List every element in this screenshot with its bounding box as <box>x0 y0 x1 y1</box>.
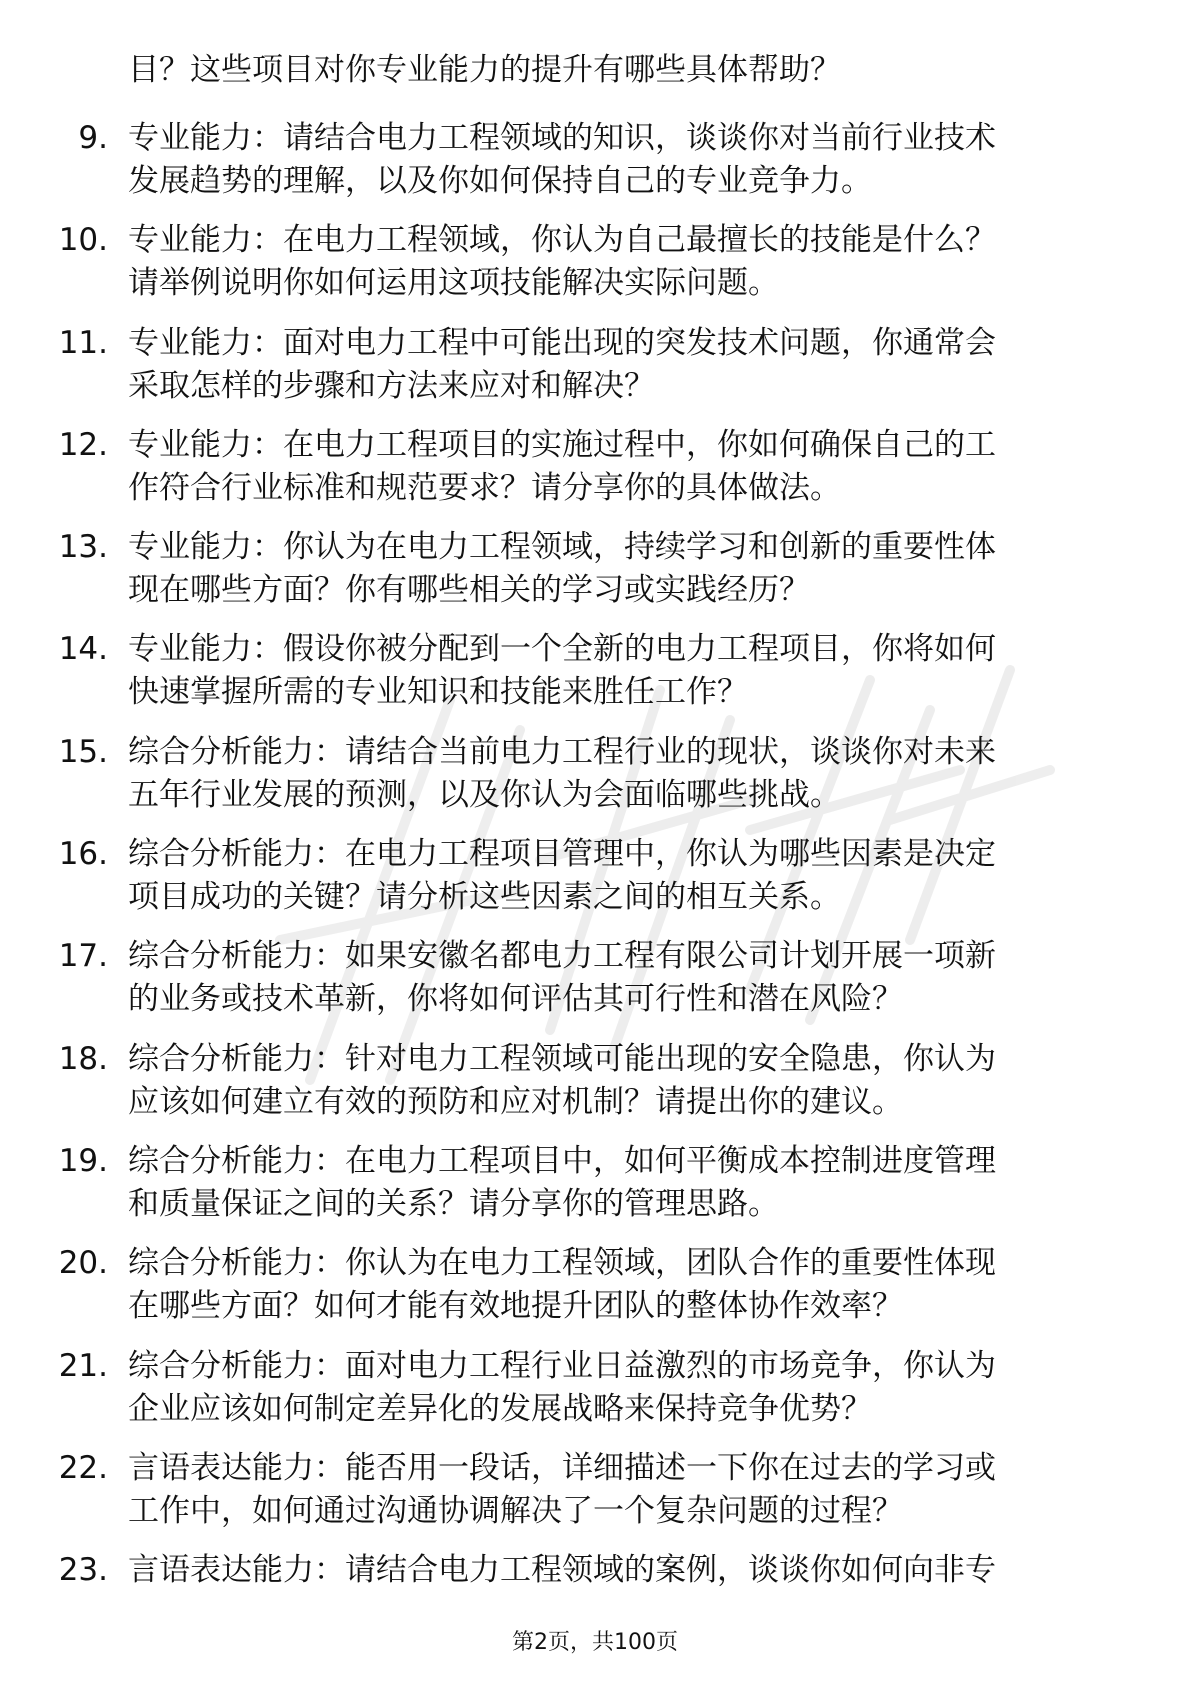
list-item <box>0 833 1190 919</box>
item-text <box>128 1038 1118 1124</box>
item-text-line: 专业能力：在电力工程项目的实施过程中，你如何确保自己的工 <box>128 426 996 463</box>
item-text-line: 专业能力：你认为在电力工程领域，持续学习和创新的重要性体 <box>128 529 996 566</box>
item-number: 9. <box>78 120 108 156</box>
item-number: 20. <box>58 1245 108 1282</box>
item-text-line: 专业能力：在电力工程领域，你认为自己最擅长的技能是什么？ <box>128 222 996 259</box>
list-item <box>0 935 1190 1021</box>
item-text-line: 综合分析能力：请结合当前电力工程行业的现状，谈谈你对未来 <box>128 733 996 770</box>
list-item <box>0 1140 1190 1226</box>
item-text <box>128 1345 1118 1431</box>
item-text-line: 企业应该如何制定差异化的发展战略来保持竞争优势？ <box>128 1390 872 1427</box>
item-text-line: 在哪些方面？如何才能有效地提升团队的整体协作效率？ <box>128 1288 903 1325</box>
list-item <box>0 628 1190 714</box>
item-text-line: 采取怎样的步骤和方法来应对和解决？ <box>128 367 655 404</box>
continuation-text: 目？这些项目对你专业能力的提升有哪些具体帮助？ <box>128 52 841 88</box>
item-text <box>128 935 1118 1021</box>
item-number: 12. <box>58 426 108 463</box>
list-item <box>0 1038 1190 1124</box>
item-text-line: 现在哪些方面？你有哪些相关的学习或实践经历？ <box>128 572 810 609</box>
list-item <box>0 219 1190 305</box>
item-text-line: 综合分析能力：面对电力工程行业日益激烈的市场竞争，你认为 <box>128 1347 996 1384</box>
list-item <box>0 526 1190 612</box>
list-item <box>0 424 1190 510</box>
list-item <box>0 1345 1190 1431</box>
item-number: 21. <box>58 1347 108 1384</box>
list-item <box>0 1549 1190 1635</box>
item-text <box>128 628 1118 714</box>
item-number: 18. <box>58 1040 108 1077</box>
item-text-line: 专业能力：请结合电力工程领域的知识，谈谈你对当前行业技术 <box>128 120 996 156</box>
list-item <box>0 117 1190 203</box>
item-text-line: 工作中，如何通过沟通协调解决了一个复杂问题的过程？ <box>128 1492 903 1529</box>
item-text-line: 综合分析能力：如果安徽名都电力工程有限公司计划开展一项新 <box>128 938 996 975</box>
list-item <box>0 1242 1190 1328</box>
item-text-line: 专业能力：面对电力工程中可能出现的突发技术问题，你通常会 <box>128 324 996 361</box>
item-text-line: 作符合行业标准和规范要求？请分享你的具体做法。 <box>128 469 841 506</box>
item-text-line: 综合分析能力：针对电力工程领域可能出现的安全隐患，你认为 <box>128 1040 996 1077</box>
item-text <box>128 1242 1118 1328</box>
item-text-line: 和质量保证之间的关系？请分享你的管理思路。 <box>128 1185 779 1222</box>
item-text-line: 言语表达能力：能否用一段话，详细描述一下你在过去的学习或 <box>128 1449 996 1486</box>
page-footer: 第2页，共100页 <box>512 1630 678 1655</box>
list-item <box>0 322 1190 408</box>
item-text-line: 应该如何建立有效的预防和应对机制？请提出你的建议。 <box>128 1083 903 1120</box>
item-text <box>128 526 1118 612</box>
item-text <box>128 731 1118 817</box>
item-number: 23. <box>58 1552 108 1589</box>
item-text-line: 综合分析能力：你认为在电力工程领域，团队合作的重要性体现 <box>128 1245 996 1282</box>
item-number: 15. <box>58 733 108 770</box>
item-text <box>128 322 1118 408</box>
item-number: 17. <box>58 938 108 975</box>
item-text-line: 快速掌握所需的专业知识和技能来胜任工作？ <box>128 674 748 711</box>
question-list <box>0 117 1190 1651</box>
item-text <box>128 1447 1118 1533</box>
item-text-line: 言语表达能力：请结合电力工程领域的案例，谈谈你如何向非专 <box>128 1552 996 1589</box>
item-text-line: 请举例说明你如何运用这项技能解决实际问题。 <box>128 265 779 302</box>
item-text <box>128 833 1118 919</box>
list-item <box>0 731 1190 817</box>
item-text-line: 项目成功的关键？请分析这些因素之间的相互关系。 <box>128 879 841 916</box>
item-text-line: 的业务或技术革新，你将如何评估其可行性和潜在风险？ <box>128 981 903 1018</box>
item-text-line: 五年行业发展的预测，以及你认为会面临哪些挑战。 <box>128 776 841 813</box>
item-number: 14. <box>58 631 108 668</box>
item-number: 11. <box>58 324 108 361</box>
item-text <box>128 219 1118 305</box>
item-number: 13. <box>58 529 108 566</box>
item-text <box>128 1549 1118 1592</box>
item-number: 19. <box>58 1142 108 1179</box>
item-number: 10. <box>58 222 108 259</box>
item-text <box>128 117 1118 203</box>
item-text <box>128 424 1118 510</box>
item-text-line: 专业能力：假设你被分配到一个全新的电力工程项目，你将如何 <box>128 631 996 668</box>
item-number: 16. <box>58 836 108 873</box>
item-number: 22. <box>58 1449 108 1486</box>
item-text-line: 综合分析能力：在电力工程项目管理中，你认为哪些因素是决定 <box>128 836 996 873</box>
item-text-line: 发展趋势的理解，以及你如何保持自己的专业竞争力。 <box>128 163 872 199</box>
list-item <box>0 1447 1190 1533</box>
item-text-line: 综合分析能力：在电力工程项目中，如何平衡成本控制进度管理 <box>128 1142 996 1179</box>
item-text <box>128 1140 1118 1226</box>
